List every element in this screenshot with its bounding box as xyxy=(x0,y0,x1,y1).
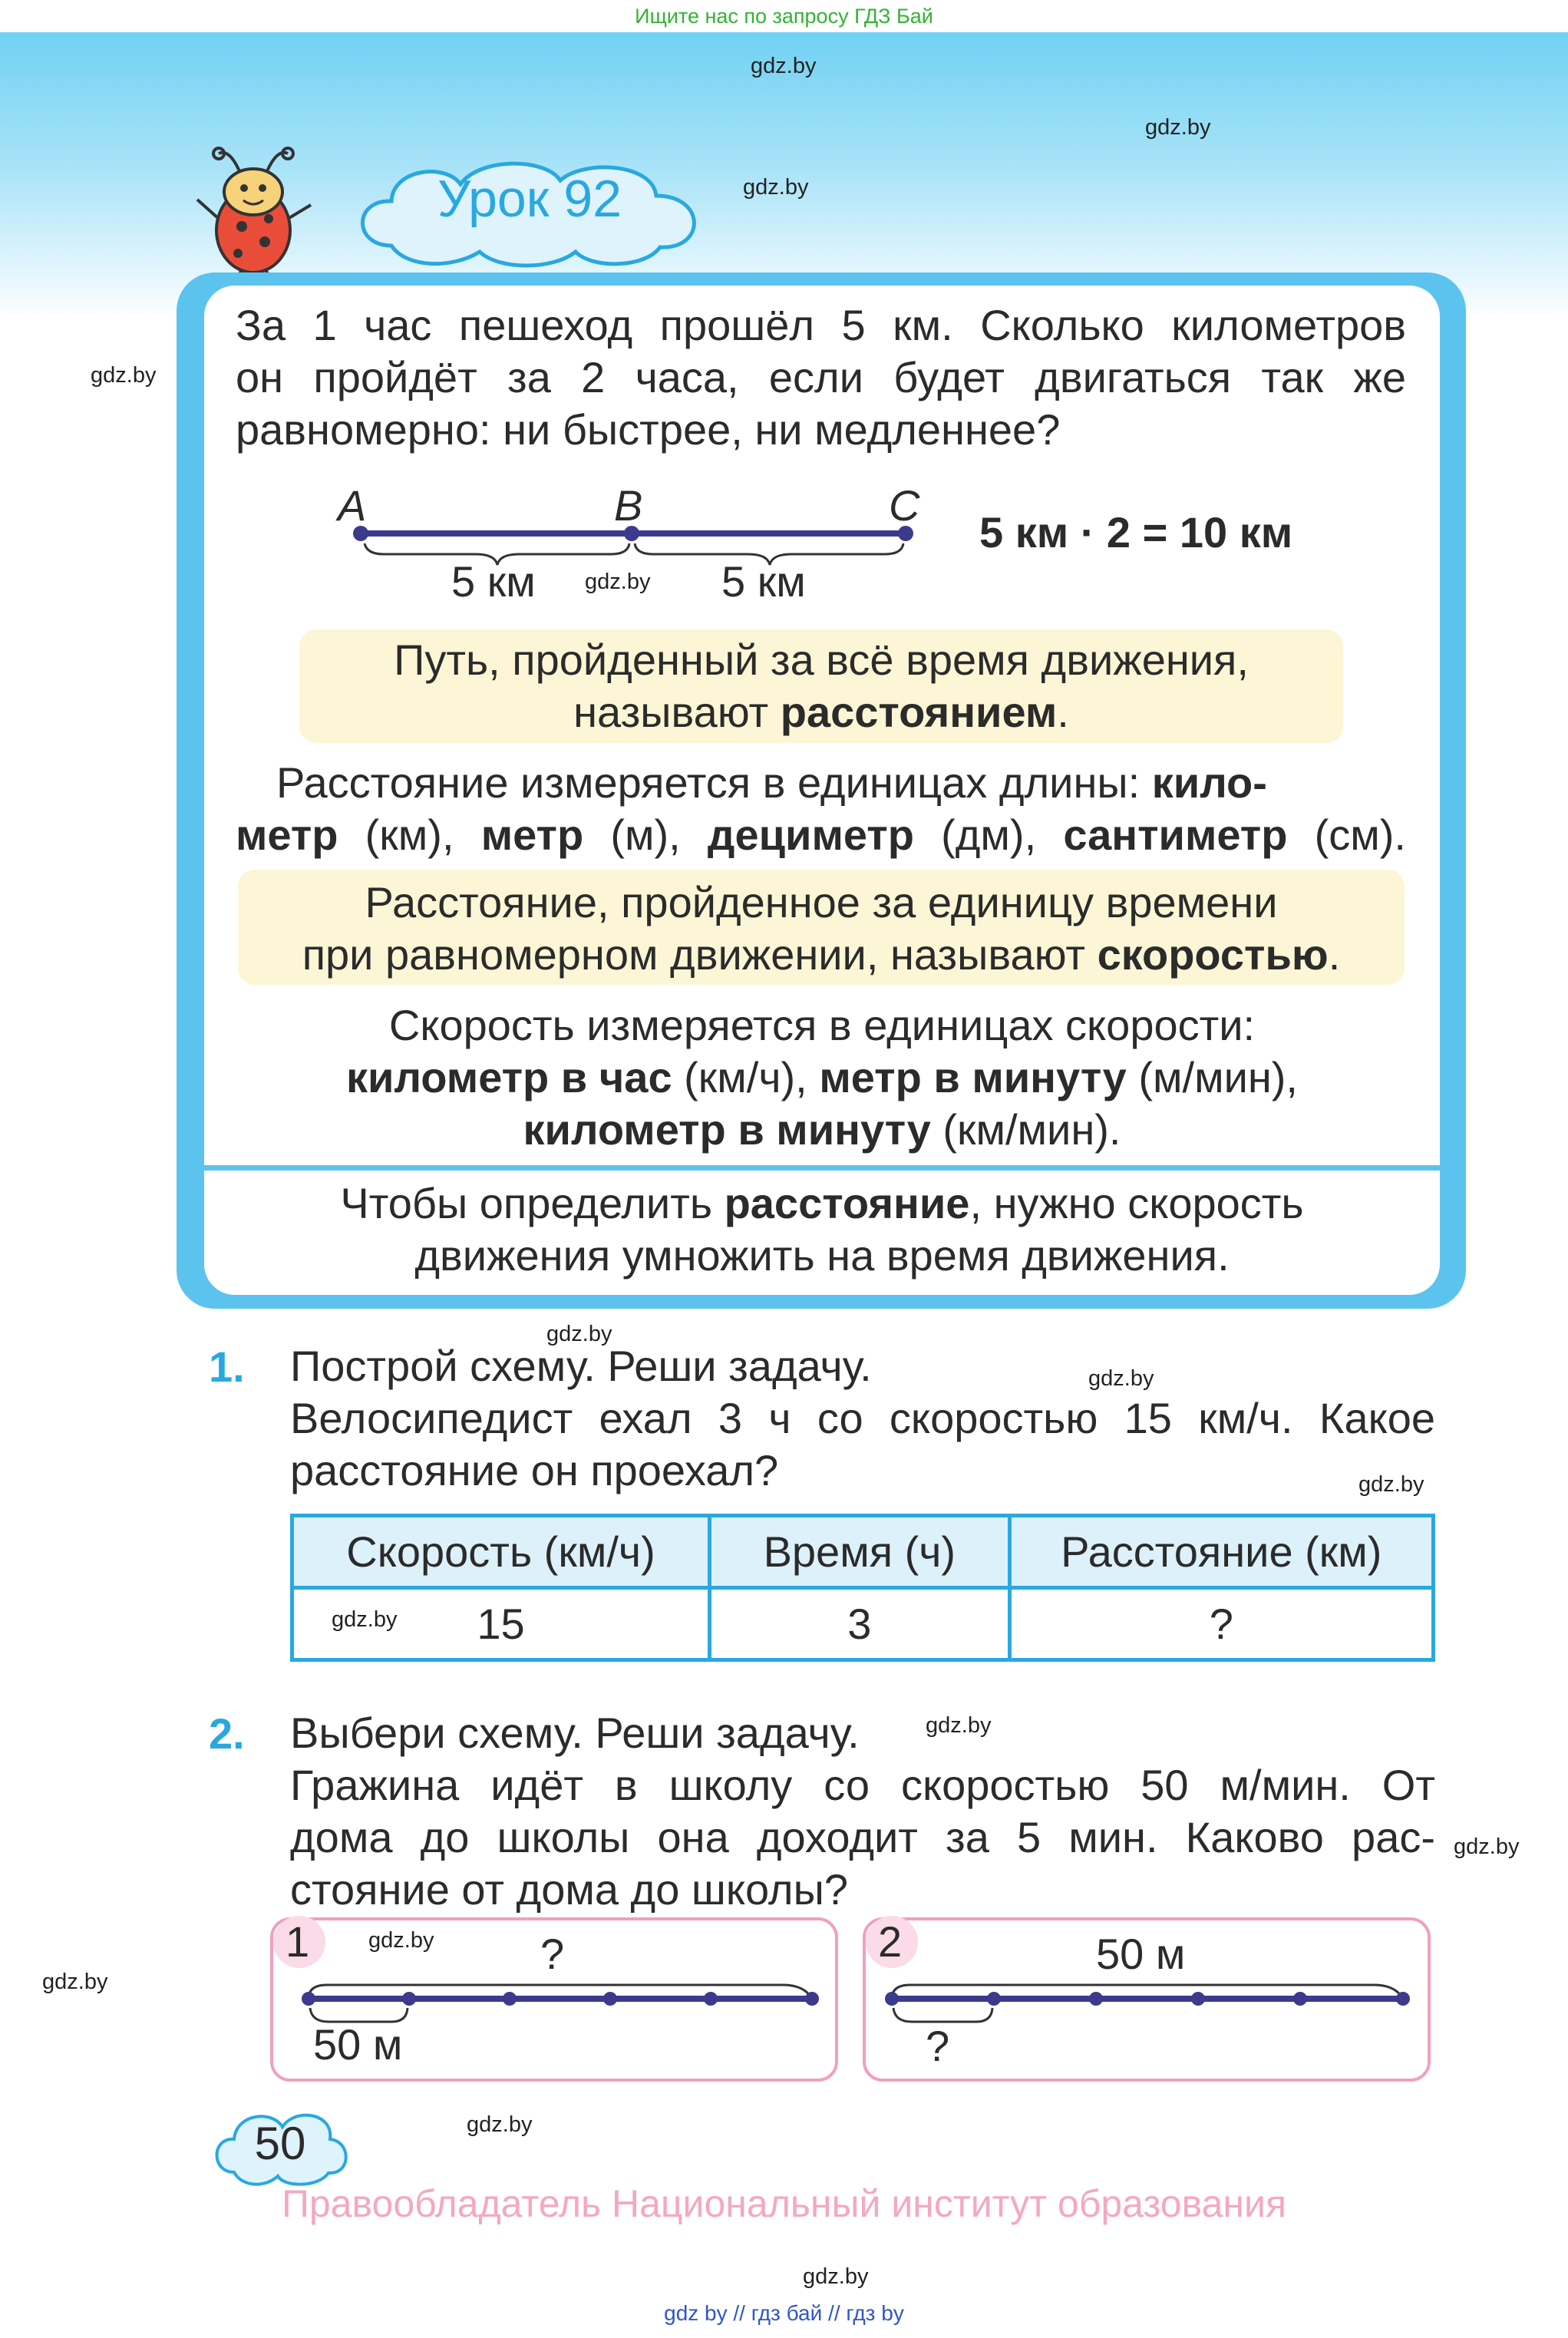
page-number: 50 xyxy=(254,2118,306,2169)
problem-line-2: он пройдёт за 2 часа, если будет двигаться так же xyxy=(236,353,1406,401)
point-c-label: C xyxy=(889,481,920,530)
table-cell-speed[interactable]: 15 xyxy=(292,1588,710,1660)
table-header-distance: Расстояние (км) xyxy=(1009,1516,1433,1588)
watermark: gdz.by xyxy=(1145,115,1211,140)
task2-instruction: Выбери схему. Реши задачу. xyxy=(290,1709,860,1757)
watermark: gdz.by xyxy=(332,1607,398,1632)
top-banner[interactable]: Ищите нас по запросу ГДЗ Бай xyxy=(0,0,1568,32)
point-b-label: B xyxy=(614,481,643,530)
table-cell-time[interactable]: 3 xyxy=(710,1588,1010,1660)
segment2-label: 5 км xyxy=(721,557,806,606)
watermark: gdz.by xyxy=(91,363,157,388)
watermark: gdz.by xyxy=(467,2112,533,2137)
scheme-1-top-label: ? xyxy=(540,1930,565,1978)
table-header-row xyxy=(292,1516,1434,1588)
task1-instruction: Построй схему. Реши задачу. xyxy=(290,1342,872,1390)
ladybug-mascot-icon xyxy=(188,142,342,280)
watermark: gdz.by xyxy=(1454,1834,1520,1859)
task2-number: 2. xyxy=(209,1709,245,1758)
problem-line-1: За 1 час пешеход прошёл 5 км. Сколько километров xyxy=(236,301,1406,349)
watermark: gdz.by xyxy=(546,1322,612,1346)
task1-line3: расстояние он проехал? xyxy=(290,1446,779,1494)
segment1-label: 5 км xyxy=(451,557,536,606)
bottom-links[interactable]: gdz by // гдз бай // гдз by xyxy=(664,2301,904,2325)
watermark: gdz.by xyxy=(1358,1472,1424,1497)
theory-divider xyxy=(204,1165,1440,1171)
watermark: gdz.by xyxy=(743,175,809,200)
units-speed-line2: километр в час (км/ч), метр в минуту (м/мин), xyxy=(346,1053,1298,1101)
watermark: gdz.by xyxy=(751,54,817,78)
task2-line3: дома до школы она доходит за 5 мин. Каково рас- xyxy=(290,1813,1435,1861)
definition1-line1: Путь, пройденный за всё время движения, xyxy=(394,636,1249,684)
table-cell-distance[interactable]: ? xyxy=(1009,1588,1433,1660)
definition1-line2: называют расстоянием. xyxy=(573,688,1069,736)
watermark: gdz.by xyxy=(585,570,651,594)
watermark: gdz.by xyxy=(926,1713,992,1738)
copyright-notice: Правообладатель Национальный институт образования xyxy=(281,2182,1287,2225)
task2-line2: Гражина идёт в школу со скоростью 50 м/мин. От xyxy=(290,1761,1435,1809)
lesson-title: Урок 92 xyxy=(437,170,622,228)
scheme-1-number: 1 xyxy=(286,1917,310,1966)
units-speed-line3: километр в минуту (км/мин). xyxy=(523,1105,1121,1154)
watermark: gdz.by xyxy=(1088,1366,1154,1391)
scheme-2-top-label: 50 м xyxy=(1096,1930,1186,1978)
table-header-speed: Скорость (км/ч) xyxy=(292,1516,710,1588)
definition2-line2: при равномерном движении, называют скоростью. xyxy=(302,930,1341,979)
task2-line4: стояние от дома до школы? xyxy=(290,1865,848,1914)
task1-number: 1. xyxy=(209,1342,245,1391)
units-distance-line2: метр (км), метр (м), дециметр (дм), сантиметр (см). xyxy=(236,811,1406,859)
definition2-line1: Расстояние, пройденное за единицу времени xyxy=(365,878,1278,926)
units-distance-line1: Расстояние измеряется в единицах длины: кило- xyxy=(276,758,1267,807)
rule-line2: движения умножить на время движения. xyxy=(414,1231,1230,1280)
scheme-2-bottom-label: ? xyxy=(926,2022,950,2070)
units-speed-line1: Скорость измеряется в единицах скорости: xyxy=(388,1001,1256,1049)
table-header-time: Время (ч) xyxy=(710,1516,1010,1588)
watermark: gdz.by xyxy=(803,2264,869,2289)
table-row xyxy=(292,1588,1434,1660)
problem-line-3: равномерно: ни быстрее, ни медленнее? xyxy=(236,405,1061,454)
scheme-1-bottom-label: 50 м xyxy=(313,2020,403,2069)
rule-line1: Чтобы определить расстояние, нужно скорость xyxy=(340,1179,1304,1227)
scheme-2-diagram xyxy=(875,1965,1420,2042)
watermark: gdz.by xyxy=(42,1970,108,1994)
point-a-label: A xyxy=(338,481,367,530)
watermark: gdz.by xyxy=(368,1928,434,1953)
task1-table xyxy=(290,1514,1435,1662)
task1-line2: Велосипедист ехал 3 ч со скоростью 15 км/ч. Какое xyxy=(290,1394,1435,1442)
equation: 5 км · 2 = 10 км xyxy=(979,508,1293,556)
scheme-2-number: 2 xyxy=(878,1917,903,1966)
